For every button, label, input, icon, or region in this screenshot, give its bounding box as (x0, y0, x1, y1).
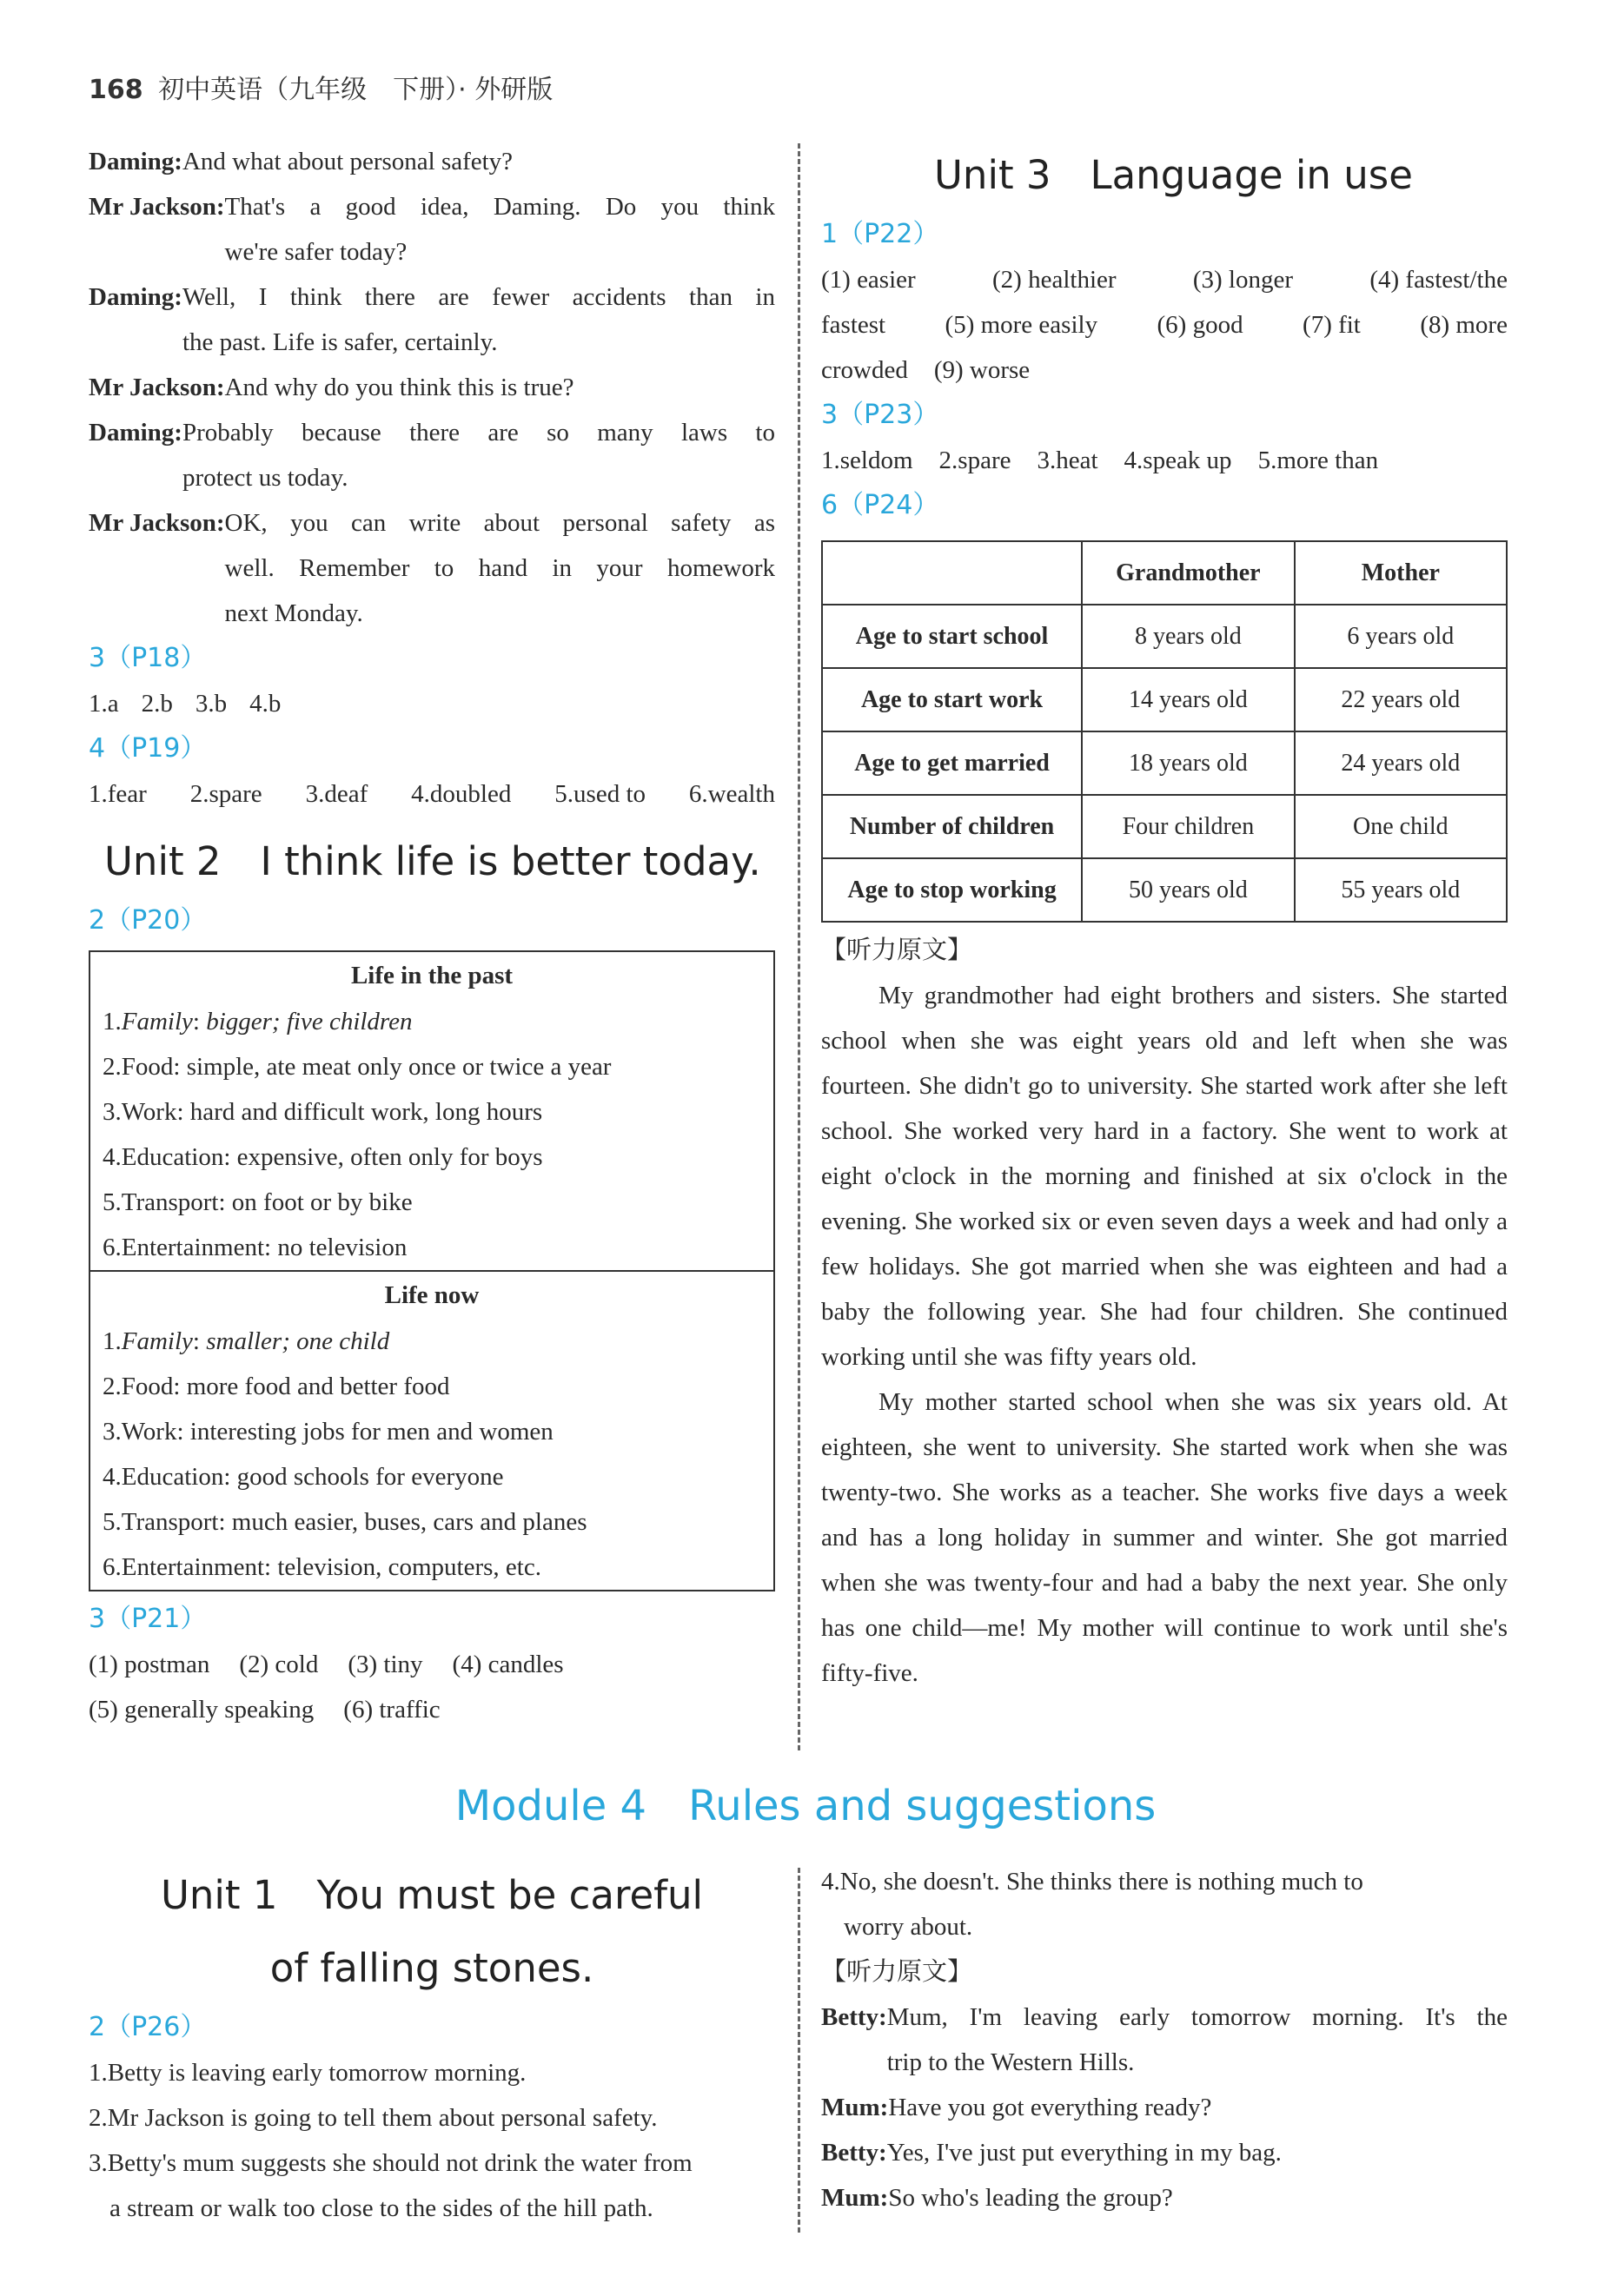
answer-item: (3) tiny (348, 1651, 423, 1678)
speech-text (887, 2130, 1508, 2175)
table-row (822, 795, 1507, 858)
table-row-header: Age to start work (822, 668, 1082, 731)
listening-paragraph: My grandmother had eight brothers and sisters. She started school when she was eight years old and left when she was fourteen. She didn't go to university. She started work after she left school. She worked very hard in a factory. She went to work at eight o'clock in the morning and finished at six o'clock in the evening. She worked six or even seven days a week and had only a few holidays. She got married when she was eighteen and had a baby the following year. She had four children. She continued working until she was fifty years old. (821, 982, 1508, 1371)
answer-item: (1) postman (89, 1651, 210, 1678)
top-right-column (821, 139, 1508, 1696)
item-key: Food (121, 1373, 174, 1400)
answer-line: 4.No, she doesn't. She thinks there is nothing much to (821, 1868, 1363, 1896)
item-key: Education (121, 1143, 224, 1171)
item-separator: : (176, 1098, 190, 1126)
item-key: Family (121, 1008, 193, 1036)
exercise-answers (89, 1642, 775, 1687)
dialogue-daming-jackson (89, 139, 775, 636)
comparison-table (821, 540, 1508, 923)
speech-line: So who's leading the group? (888, 2184, 1173, 2212)
table-header-cell: Grandmother (1082, 541, 1295, 605)
answer-item: (2) cold (239, 1651, 319, 1678)
item-value: good schools for everyone (236, 1463, 504, 1491)
item-number: 1. (103, 1327, 122, 1355)
item-value: smaller; one child (206, 1327, 390, 1355)
item-separator: : (192, 1008, 207, 1036)
table-body (822, 605, 1507, 922)
speech-line: well. Remember to hand in your homework (224, 554, 775, 582)
exercise-label: 2（P20） (89, 905, 207, 936)
answer-item: fastest (821, 311, 886, 339)
table-row (822, 668, 1507, 731)
item-number: 5. (103, 1508, 122, 1536)
exercise-label: 3（P18） (89, 643, 207, 673)
listening-script-label: 【听力原文】 (821, 1958, 973, 1986)
answer-item: (1) easier (821, 266, 916, 294)
answer-line: 3.Betty's mum suggests she should not drink the water from (89, 2149, 693, 2177)
listening-script-label: 【听力原文】 (821, 936, 973, 964)
unit-title: of falling stones. (269, 1945, 594, 1991)
speaker-name: Daming: (89, 419, 182, 447)
item-number: 4. (103, 1463, 122, 1491)
exercise-label: 4（P19） (89, 733, 207, 764)
item-number: 1. (103, 1008, 122, 1036)
answer-item: 5.more than (1257, 447, 1379, 474)
dialogue-line (821, 2175, 1508, 2220)
dialogue-line (821, 2085, 1508, 2130)
item-key: Transport (121, 1188, 219, 1216)
speech-text (225, 500, 775, 636)
answer-item: (6) good (1157, 311, 1243, 339)
box-title: Life in the past (350, 962, 514, 989)
exercise-answers (821, 438, 1508, 483)
exercise-label: 1（P22） (821, 219, 939, 249)
life-item (103, 1409, 761, 1454)
speech-line: And what about personal safety? (182, 148, 514, 175)
answer-line: worry about. (844, 1913, 973, 1941)
speaker-name: Betty: (821, 2139, 887, 2167)
table-row-header: Age to start school (822, 605, 1082, 668)
answer-item: (5) more easily (945, 311, 1098, 339)
answer-item: 5.used to (554, 780, 646, 808)
answer-line: a stream or walk too close to the sides of the hill path. (109, 2194, 653, 2222)
speech-line: Have you got everything ready? (888, 2094, 1212, 2121)
answer-item: 4.doubled (411, 780, 512, 808)
item-number: 2. (103, 1053, 122, 1081)
item-value: interesting jobs for men and women (189, 1418, 554, 1446)
life-item (103, 1319, 761, 1364)
speech-line: That's a good idea, Daming. Do you think (224, 193, 775, 221)
speech-text (888, 2175, 1508, 2220)
life-item (103, 1545, 761, 1590)
dialogue-line (89, 275, 775, 365)
answer-item: (9) worse (933, 356, 1031, 384)
answer-line (821, 347, 1508, 393)
table-header-row (822, 541, 1507, 605)
item-separator: : (218, 1188, 232, 1216)
life-item (103, 999, 761, 1044)
speaker-name: Mum: (821, 2094, 889, 2121)
life-item (103, 1225, 761, 1270)
bottom-right-column (821, 1859, 1508, 2220)
table-row-header: Number of children (822, 795, 1082, 858)
life-item (103, 1044, 761, 1089)
answer-item: 2.b (141, 690, 173, 718)
answer-item: (5) generally speaking (89, 1696, 315, 1724)
table-cell: 22 years old (1295, 668, 1507, 731)
item-number: 3. (103, 1418, 122, 1446)
answer-line (821, 257, 1508, 302)
item-value: expensive, often only for boys (236, 1143, 543, 1171)
table-header-cell: Mother (1295, 541, 1507, 605)
box-title: Life now (384, 1281, 480, 1309)
speech-text (225, 365, 775, 410)
unit-title: Unit 1 You must be careful (160, 1872, 704, 1918)
column-divider-bottom (798, 1868, 800, 2233)
dialogue-line (821, 2130, 1508, 2175)
exercise-answer (821, 1859, 1508, 1949)
item-key: Entertainment (121, 1553, 265, 1581)
item-value: television, computers, etc. (277, 1553, 541, 1581)
item-value: much easier, buses, cars and planes (231, 1508, 587, 1536)
life-item (103, 1499, 761, 1545)
life-now-list (103, 1319, 761, 1590)
life-past-list (103, 999, 761, 1270)
listening-paragraph: My mother started school when she was six years old. At eighteen, she went to university. She started work when she was twenty-two. She works as a teacher. She works five days a week and has a long holiday in summer and winter. She got married when she was twenty-four and had a baby the next year. She only has one child—me! My mother will continue to work until she's fifty-five. (821, 1388, 1508, 1687)
speech-line: OK, you can write about personal safety as (224, 509, 775, 537)
answer-item: 2.spare (938, 447, 1011, 474)
life-past-section (90, 952, 773, 1270)
exercise-label: 3（P23） (821, 400, 939, 430)
speech-line: Mum, I'm leaving early tomorrow morning. It's the (886, 2003, 1508, 2031)
exercise-label: 3（P21） (89, 1604, 207, 1634)
dialogue-line (89, 365, 775, 410)
speech-text (887, 1995, 1508, 2085)
speaker-name: Mr Jackson: (89, 374, 225, 401)
speech-line: Probably because there are so many laws to (182, 419, 775, 447)
answer-item: (6) traffic (343, 1696, 441, 1724)
item-key: Education (121, 1463, 224, 1491)
speech-line: Well, I think there are fewer accidents than in (182, 283, 775, 311)
answer-line: 2.Mr Jackson is going to tell them about personal safety. (89, 2104, 658, 2132)
bottom-left-column (89, 1859, 775, 2231)
item-separator: : (192, 1327, 207, 1355)
table-cell: Four children (1082, 795, 1295, 858)
life-item (103, 1364, 761, 1409)
answer-item: 4.speak up (1124, 447, 1232, 474)
life-item (103, 1180, 761, 1225)
speaker-name: Daming: (89, 283, 182, 311)
speech-line: we're safer today? (224, 238, 408, 266)
item-number: 5. (103, 1188, 122, 1216)
item-value: no television (277, 1234, 408, 1261)
table-row-header: Age to stop working (822, 858, 1082, 922)
speech-line: the past. Life is safer, certainly. (182, 328, 498, 356)
exercise-answers (821, 257, 1508, 393)
item-number: 6. (103, 1553, 122, 1581)
answer-line (821, 302, 1508, 347)
speech-line: trip to the Western Hills. (886, 2048, 1135, 2076)
answer-item: 2.spare (189, 780, 262, 808)
speech-text (182, 410, 775, 500)
answer-item: (4) candles (452, 1651, 564, 1678)
table-cell: 14 years old (1082, 668, 1295, 731)
answer-item: 3.heat (1037, 447, 1098, 474)
speech-text (182, 275, 775, 365)
page-number: 168 (89, 75, 143, 105)
table-cell: 18 years old (1082, 731, 1295, 795)
item-separator: : (173, 1373, 187, 1400)
speaker-name: Mr Jackson: (89, 193, 225, 221)
dialogue-line (89, 139, 775, 184)
exercise-label: 6（P24） (821, 490, 939, 520)
item-separator: : (173, 1053, 187, 1081)
item-number: 6. (103, 1234, 122, 1261)
module-title: Module 4 Rules and suggestions (454, 1782, 1157, 1830)
answer-item: 4.b (249, 690, 282, 718)
answer-item: 3.deaf (305, 780, 368, 808)
item-value: on foot or by bike (231, 1188, 413, 1216)
speech-line: next Monday. (224, 599, 363, 627)
item-value: hard and difficult work, long hours (189, 1098, 543, 1126)
table-cell: One child (1295, 795, 1507, 858)
table-cell: 24 years old (1295, 731, 1507, 795)
speaker-name: Mum: (821, 2184, 889, 2212)
unit-title: Unit 2 I think life is better today. (104, 838, 761, 884)
answer-line: 1.Betty is leaving early tomorrow morning. (89, 2059, 527, 2087)
dialogue-line (89, 500, 775, 636)
page-header (89, 68, 553, 106)
item-key: Family (121, 1327, 193, 1355)
answer-item: (7) fit (1303, 311, 1361, 339)
unit-title: Unit 3 Language in use (934, 152, 1413, 198)
dialogue-betty-mum (821, 1995, 1508, 2220)
item-separator: : (223, 1143, 237, 1171)
speaker-name: Daming: (89, 148, 182, 175)
book-title: 初中英语（九年级 下册）· 外研版 (158, 75, 554, 105)
item-separator: : (176, 1418, 190, 1446)
answer-item: (3) longer (1192, 266, 1294, 294)
exercise-answers (89, 771, 775, 817)
speech-text (225, 184, 775, 275)
exercise-answers (89, 2050, 775, 2231)
speech-text (182, 139, 775, 184)
answer-item: (4) fastest/the (1369, 266, 1508, 294)
table-row (822, 731, 1507, 795)
item-number: 2. (103, 1373, 122, 1400)
item-separator: : (223, 1463, 237, 1491)
speaker-name: Betty: (821, 2003, 887, 2031)
column-divider-top (798, 143, 800, 1750)
table-cell: 55 years old (1295, 858, 1507, 922)
life-item (103, 1454, 761, 1499)
answer-item: 6.wealth (688, 780, 775, 808)
life-comparison-box (89, 950, 775, 1591)
item-value: simple, ate meat only once or twice a year (186, 1053, 612, 1081)
speech-line: And why do you think this is true? (224, 374, 574, 401)
item-key: Work (121, 1418, 177, 1446)
item-separator: : (264, 1234, 278, 1261)
speech-text (888, 2085, 1508, 2130)
item-key: Food (121, 1053, 174, 1081)
dialogue-line (821, 1995, 1508, 2085)
item-value: bigger; five children (206, 1008, 413, 1036)
answer-item: 1.seldom (821, 447, 913, 474)
table-row (822, 858, 1507, 922)
dialogue-line (89, 410, 775, 500)
table-row-header: Age to get married (822, 731, 1082, 795)
exercise-answers (89, 681, 775, 726)
item-number: 4. (103, 1143, 122, 1171)
speech-line: Yes, I've just put everything in my bag. (886, 2139, 1282, 2167)
answer-item: 3.b (195, 690, 228, 718)
item-separator: : (218, 1508, 232, 1536)
item-key: Work (121, 1098, 177, 1126)
item-value: more food and better food (186, 1373, 450, 1400)
item-separator: : (264, 1553, 278, 1581)
table-cell: 6 years old (1295, 605, 1507, 668)
life-now-section (90, 1270, 773, 1590)
dialogue-line (89, 184, 775, 275)
answer-item: (8) more (1420, 311, 1508, 339)
answer-item: 1.fear (89, 780, 147, 808)
life-item (103, 1135, 761, 1180)
table-header-cell (822, 541, 1082, 605)
exercise-label: 2（P26） (89, 2012, 207, 2042)
table-cell: 50 years old (1082, 858, 1295, 922)
table-row (822, 605, 1507, 668)
speaker-name: Mr Jackson: (89, 509, 225, 537)
exercise-answers (89, 1687, 775, 1732)
speech-line: protect us today. (182, 464, 348, 492)
item-key: Entertainment (121, 1234, 265, 1261)
item-key: Transport (121, 1508, 219, 1536)
answer-item: (2) healthier (992, 266, 1117, 294)
answer-item: 1.a (89, 690, 119, 718)
top-left-column (89, 139, 775, 1732)
item-number: 3. (103, 1098, 122, 1126)
table-cell: 8 years old (1082, 605, 1295, 668)
answer-item: crowded (821, 356, 908, 384)
life-item (103, 1089, 761, 1135)
